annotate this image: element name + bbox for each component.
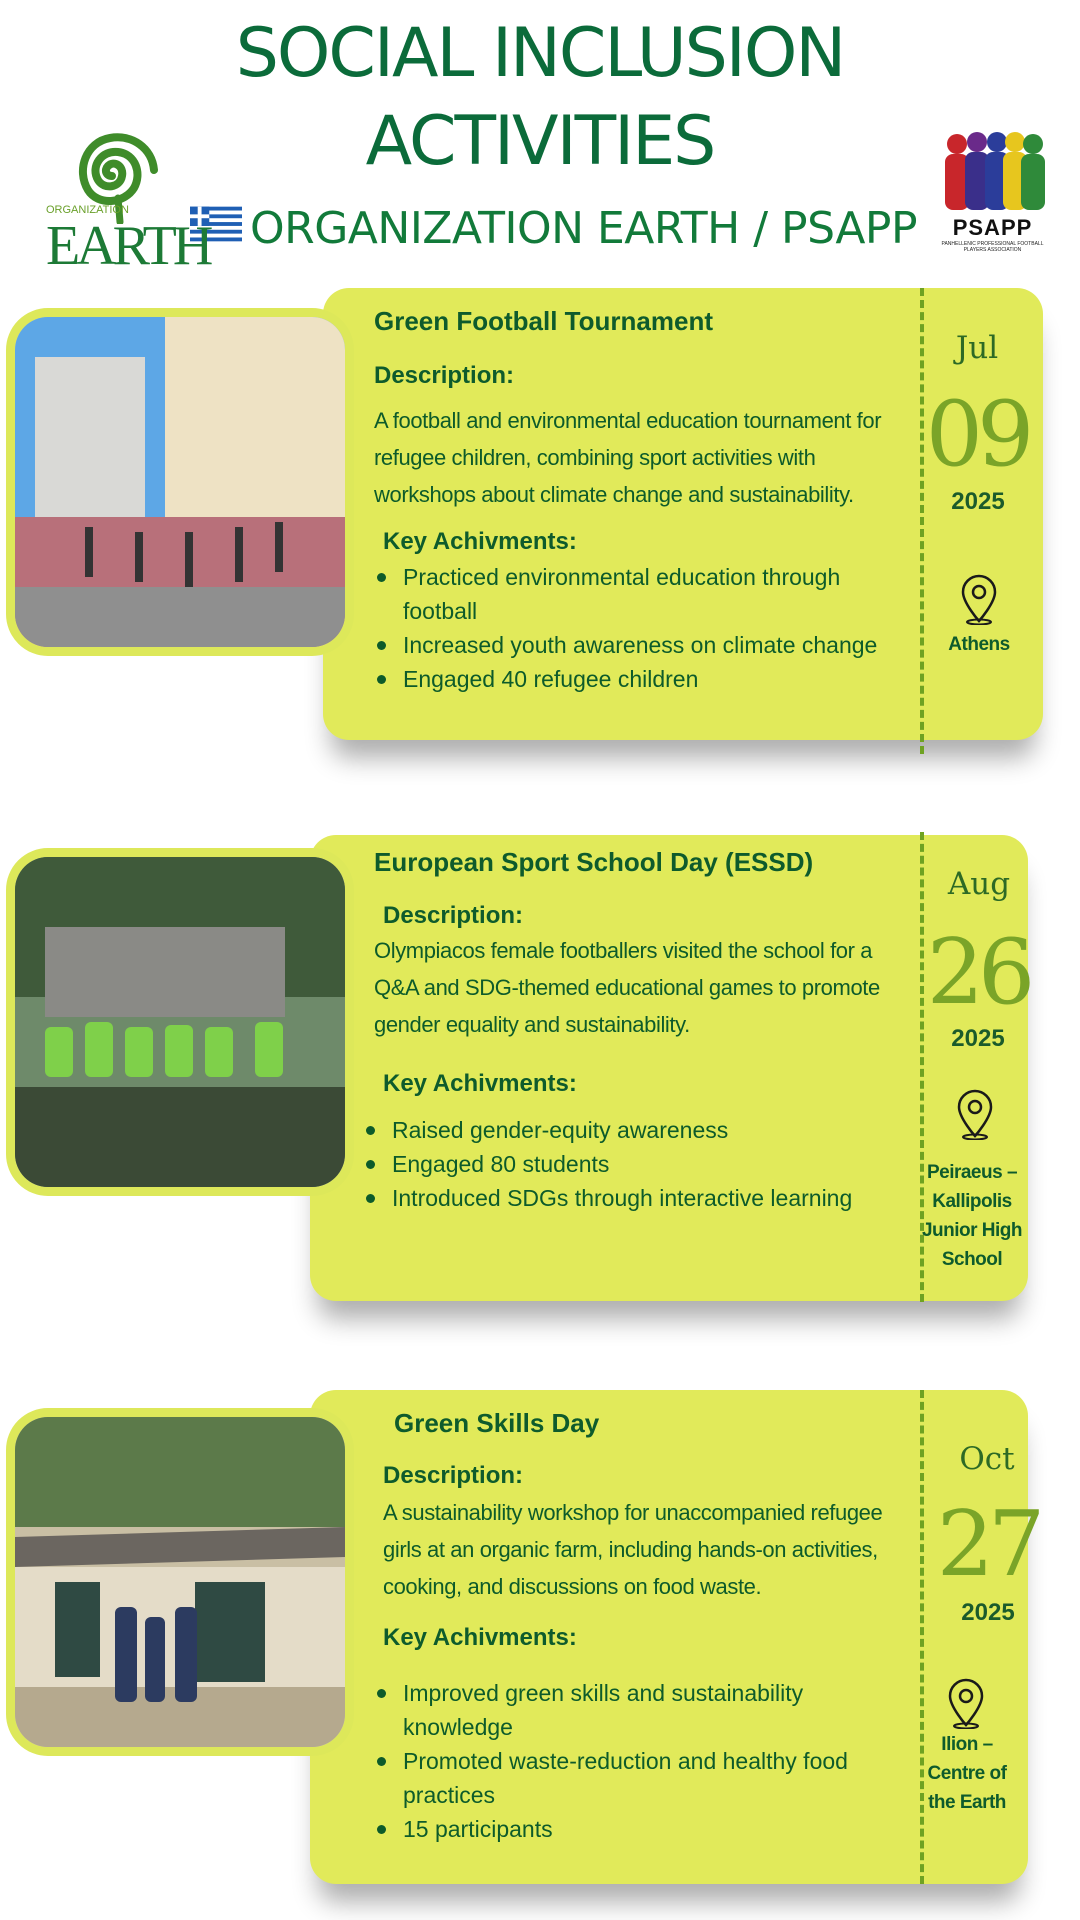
event-photo-1 — [6, 308, 354, 656]
achievements-list — [362, 1113, 892, 1215]
location-pin-icon — [958, 573, 1000, 625]
players-group-icon — [935, 130, 1050, 214]
achievements-list — [373, 560, 913, 696]
event-description: A sustainability workshop for unaccompanied refugee girls at an organic farm, including hands-on activities, cooking, and discussions on food waste. — [383, 1500, 883, 1599]
list-item: Introduced SDGs through interactive learning — [362, 1181, 892, 1215]
list-item: Increased youth awareness on climate change — [373, 628, 913, 662]
event-month: Aug — [947, 866, 1011, 902]
list-item: Engaged 80 students — [362, 1147, 892, 1181]
list-item: Raised gender-equity awareness — [362, 1113, 892, 1147]
list-item: Improved green skills and sustainability knowledge — [373, 1676, 918, 1744]
event-title: Green Skills Day — [394, 1408, 600, 1438]
event-month: Jul — [955, 330, 999, 366]
event-location: Athens — [948, 634, 1010, 655]
event-location: Peiraeus – Kallipolis Junior High School — [921, 1162, 1023, 1270]
achievements-label: Key Achivments: — [383, 1070, 577, 1097]
achievements-label: Key Achivments: — [383, 528, 577, 555]
location-pin-icon — [954, 1088, 996, 1140]
event-description: Olympiacos female footballers visited the school for a Q&A and SDG-themed educational games to promote gender equality and sustainability. — [374, 938, 880, 1037]
event-description: A football and environmental education tournament for refugee children, combining sport activities with workshops about climate change and sustainability. — [374, 408, 882, 507]
event-photo-3 — [6, 1408, 354, 1756]
location-pin-icon — [945, 1677, 987, 1729]
event-title: European Sport School Day (ESSD) — [374, 847, 814, 877]
psapp-logo: PSAPP PANHELLENIC PROFESSIONAL FOOTBALL PLAYERS ASSOCIATION — [935, 130, 1050, 260]
description-label: Description: — [383, 1462, 524, 1489]
achievements-list — [373, 1676, 918, 1846]
description-label: Description: — [374, 362, 515, 389]
page-title-line1: SOCIAL INCLUSION — [235, 14, 845, 93]
event-title: Green Football Tournament — [374, 306, 713, 336]
organization-earth-logo: ORGANIZATION EARTH — [48, 114, 166, 284]
event-month: Oct — [959, 1441, 1015, 1477]
event-year: 2025 — [961, 1599, 1015, 1626]
event-day: 26 — [926, 920, 1030, 1025]
event-day: 27 — [936, 1492, 1040, 1597]
list-item: Engaged 40 refugee children — [373, 662, 913, 696]
page-subtitle: ORGANIZATION EARTH / PSAPP — [250, 203, 917, 254]
list-item: Practiced environmental education through football — [373, 560, 913, 628]
event-location: Ilion – Centre of the Earth — [927, 1734, 1007, 1813]
list-item: 15 participants — [373, 1812, 918, 1846]
event-year: 2025 — [951, 488, 1005, 515]
event-year: 2025 — [951, 1025, 1005, 1052]
achievements-label: Key Achivments: — [383, 1624, 577, 1651]
event-photo-2 — [6, 848, 354, 1196]
page-title-line2: ACTIVITIES — [365, 102, 715, 181]
event-day: 09 — [925, 382, 1029, 487]
description-label: Description: — [383, 902, 524, 929]
list-item: Promoted waste-reduction and healthy food practices — [373, 1744, 918, 1812]
